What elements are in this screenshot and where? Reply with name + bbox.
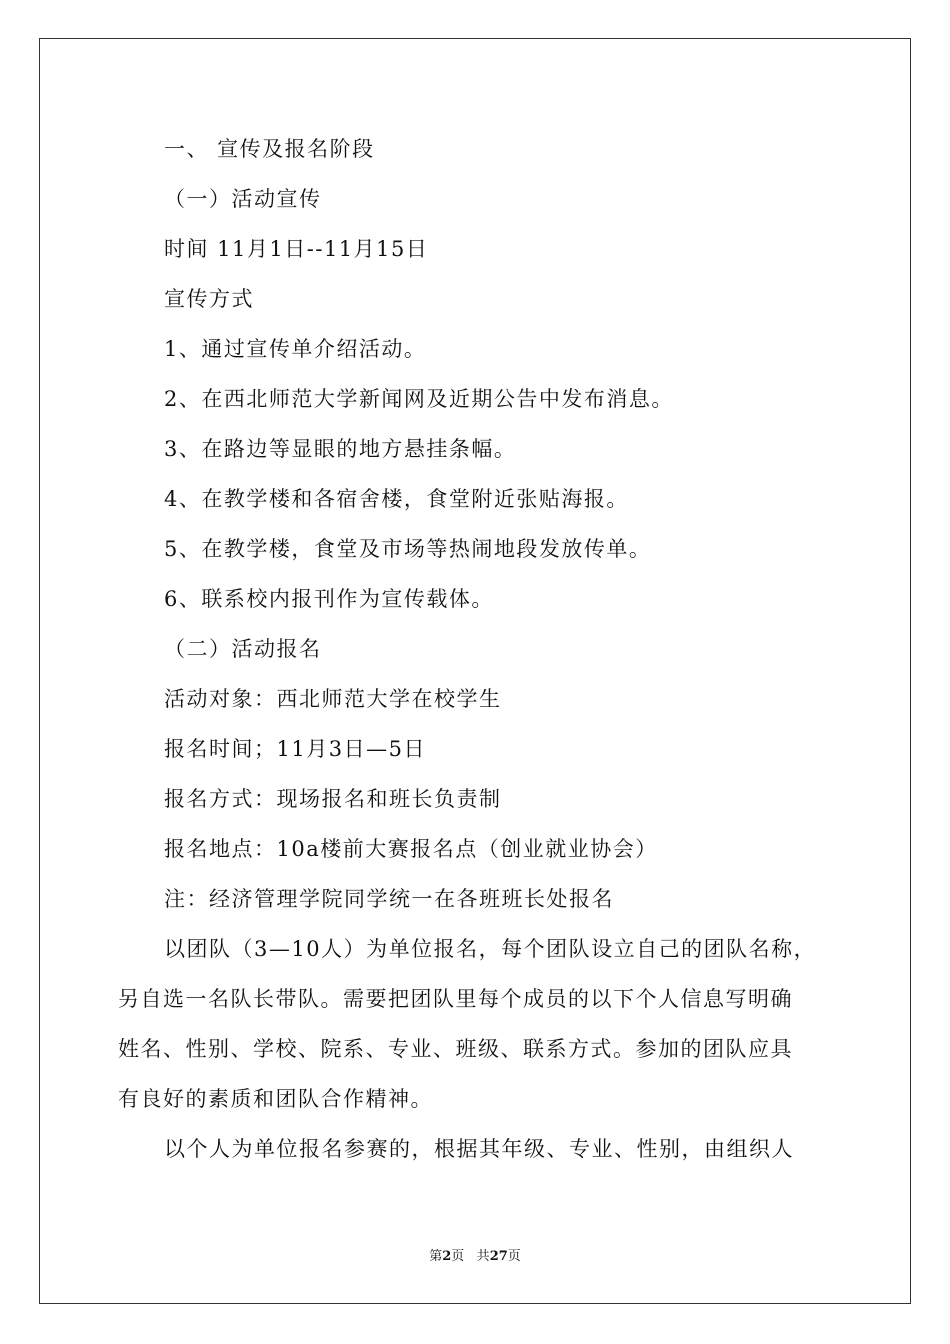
paragraph-line: 活动对象：西北师范大学在校学生 [164,687,502,711]
footer-page-prefix: 第 [429,1249,443,1264]
list-item: 4、在教学楼和各宿舍楼，食堂附近张贴海报。 [164,487,629,511]
subsection-heading-publicity: （一）活动宣传 [164,187,322,211]
page-footer [0,1248,950,1266]
paragraph-line: 以团队（3—10人）为单位报名，每个团队设立自己的团队名称， [164,937,817,961]
list-item: 1、通过宣传单介绍活动。 [164,337,427,361]
paragraph-line: 注：经济管理学院同学统一在各班班长处报名 [164,887,614,911]
paragraph-line: 时间 11月1日--11月15日 [164,237,429,261]
footer-total-prefix: 共 [476,1249,490,1264]
list-item: 5、在教学楼，食堂及市场等热闹地段发放传单。 [164,537,652,561]
footer-page-number: 2 [442,1249,452,1264]
paragraph-line: 报名地点：10a楼前大赛报名点（创业就业协会） [164,837,658,861]
list-item: 2、在西北师范大学新闻网及近期公告中发布消息。 [164,387,674,411]
page-border [39,38,911,1304]
paragraph-line: 姓名、性别、学校、院系、专业、班级、联系方式。参加的团队应具 [118,1037,793,1061]
paragraph-line: 另自选一名队长带队。需要把团队里每个成员的以下个人信息写明确 [118,987,793,1011]
subsection-heading-registration: （二）活动报名 [164,637,322,661]
paragraph-line: 报名方式：现场报名和班长负责制 [164,787,502,811]
footer-total-pages: 27 [489,1249,508,1264]
list-item: 6、联系校内报刊作为宣传载体。 [164,587,494,611]
footer-total-suffix: 页 [507,1249,521,1264]
paragraph-line: 以个人为单位报名参赛的，根据其年级、专业、性别，由组织人 [164,1137,794,1161]
paragraph-line: 宣传方式 [164,287,254,311]
footer-page-suffix: 页 [451,1249,465,1264]
paragraph-line: 有良好的素质和团队合作精神。 [118,1087,433,1111]
section-heading: 一、 宣传及报名阶段 [164,137,375,161]
list-item: 3、在路边等显眼的地方悬挂条幅。 [164,437,517,461]
paragraph-line: 报名时间；11月3日—5日 [164,737,426,761]
